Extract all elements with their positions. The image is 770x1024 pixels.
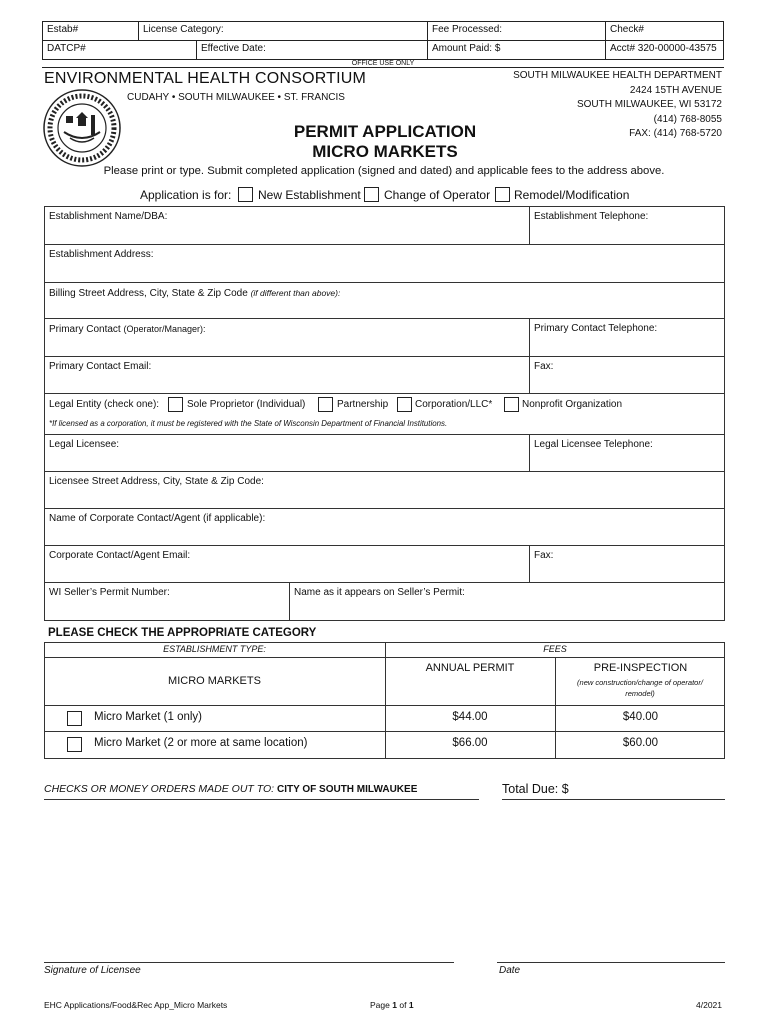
licensee-address-label: Licensee Street Address, City, State & Zip Code: (49, 476, 264, 487)
corporate-fax-label: Fax: (534, 550, 554, 561)
new-establishment-label: New Establishment (258, 188, 361, 202)
category-heading: PLEASE CHECK THE APPROPRIATE CATEGORY (48, 627, 317, 639)
micro-market-1-label: Micro Market (1 only) (94, 711, 202, 723)
signature-line[interactable] (44, 962, 454, 963)
total-due-field[interactable] (502, 782, 725, 800)
establishment-type-header: ESTABLISHMENT TYPE: (163, 644, 266, 654)
office-use-only-caption: OFFICE USE ONLY (42, 59, 724, 68)
establishment-name-label: Establishment Name/DBA: (49, 211, 168, 222)
micro-market-2-checkbox[interactable] (67, 737, 82, 752)
pre-inspection-header: PRE-INSPECTION (593, 662, 688, 674)
partnership-label: Partnership (337, 399, 389, 410)
license-category-field[interactable] (138, 21, 428, 41)
check-number-field[interactable] (605, 21, 724, 41)
remodel-label: Remodel/Modification (514, 188, 630, 202)
licensee-address-field[interactable] (44, 471, 725, 509)
legal-licensee-phone-label: Legal Licensee Telephone: (534, 439, 653, 450)
sole-proprietor-checkbox[interactable] (168, 397, 183, 412)
establishment-name-field[interactable] (44, 206, 530, 245)
establishment-address-label: Establishment Address: (49, 249, 154, 260)
billing-address-label: Billing Street Address, City, State & Zip Code (49, 288, 248, 299)
page-prefix: Page (370, 1000, 390, 1010)
primary-contact-phone-label: Primary Contact Telephone: (534, 323, 658, 334)
signature-label: Signature of Licensee (44, 965, 141, 976)
micro-market-2-annual-fee: $66.00 (452, 737, 488, 749)
account-number-label: Acct# 320-00000-43575 (610, 43, 717, 54)
estab-field[interactable] (42, 21, 139, 41)
fee-processed-label: Fee Processed: (432, 24, 503, 35)
checks-payable-line (44, 783, 479, 800)
date-line[interactable] (497, 962, 725, 963)
micro-market-1-annual-fee: $44.00 (452, 711, 488, 723)
primary-contact-field[interactable] (44, 318, 530, 357)
billing-address-note: (if different than above): (250, 288, 341, 298)
page-current: 1 (392, 1000, 397, 1010)
datcp-field[interactable] (42, 40, 197, 60)
footer-document-name: EHC Applications/Food&Rec App_Micro Markets (44, 1000, 228, 1010)
primary-contact-email-label: Primary Contact Email: (49, 361, 152, 372)
fax-field[interactable] (529, 356, 725, 394)
dept-city: SOUTH MILWAUKEE, WI 53172 (576, 99, 722, 110)
primary-contact-label: Primary Contact (49, 324, 121, 335)
establishment-address-field[interactable] (44, 244, 725, 283)
primary-contact-email-field[interactable] (44, 356, 530, 394)
consortium-name: ENVIRONMENTAL HEALTH CONSORTIUM (44, 70, 367, 87)
legal-licensee-field[interactable] (44, 434, 530, 472)
fees-header: FEES (543, 644, 567, 654)
datcp-label: DATCP# (47, 43, 86, 54)
amount-paid-field[interactable] (427, 40, 606, 60)
micro-market-1-checkbox[interactable] (67, 711, 82, 726)
remodel-checkbox[interactable] (495, 187, 510, 202)
legal-licensee-phone-field[interactable] (529, 434, 725, 472)
legal-entity-label: Legal Entity (check one): (49, 399, 160, 410)
sellers-name-field[interactable] (289, 582, 725, 621)
sole-proprietor-label: Sole Proprietor (Individual) (187, 399, 306, 410)
table-divider-h1 (44, 657, 725, 658)
dept-fax: FAX: (414) 768-5720 (629, 128, 722, 139)
estab-label: Estab# (47, 24, 79, 35)
change-of-operator-checkbox[interactable] (364, 187, 379, 202)
corporate-contact-email-label: Corporate Contact/Agent Email: (49, 550, 191, 561)
corporation-label: Corporation/LLC* (415, 399, 493, 410)
partnership-checkbox[interactable] (318, 397, 333, 412)
checks-payable-label: CHECKS OR MONEY ORDERS MADE OUT TO: (44, 783, 275, 795)
dept-name: SOUTH MILWAUKEE HEALTH DEPARTMENT (513, 70, 722, 81)
instructions: Please print or type. Submit completed application (signed and dated) and applicable fees to the address above. (103, 165, 665, 177)
page-total: 1 (408, 1000, 414, 1010)
effective-date-field[interactable] (196, 40, 428, 60)
application-for-label: Application is for: (140, 188, 232, 202)
consortium-seal (42, 88, 122, 168)
account-number-field (605, 40, 724, 60)
pre-inspection-note: (new construction/change of operator/ remodel) (577, 678, 703, 698)
establishment-phone-label: Establishment Telephone: (534, 211, 649, 222)
table-divider-h2 (44, 705, 725, 706)
establishment-phone-field[interactable] (529, 206, 725, 245)
corporate-contact-email-field[interactable] (44, 545, 530, 583)
annual-permit-header: ANNUAL PERMIT (425, 662, 515, 674)
check-number-label: Check# (610, 24, 644, 35)
primary-contact-phone-field[interactable] (529, 318, 725, 357)
sellers-permit-field[interactable] (44, 582, 290, 621)
change-of-operator-label: Change of Operator (384, 188, 491, 202)
effective-date-label: Effective Date: (201, 43, 266, 54)
amount-paid-label: Amount Paid: $ (432, 43, 501, 54)
dept-street: 2424 15TH AVENUE (629, 84, 722, 96)
corporation-note: *If licensed as a corporation, it must be registered with the State of Wisconsin Department of Financial Institutions. (49, 419, 448, 428)
billing-address-field[interactable] (44, 282, 725, 319)
table-divider-h3 (44, 731, 725, 732)
micro-market-1-pre-fee: $40.00 (622, 711, 659, 723)
page-of: of (399, 1000, 407, 1010)
fax-label: Fax: (534, 361, 554, 372)
sellers-permit-label: WI Seller’s Permit Number: (49, 587, 170, 598)
dept-phone: (414) 768-8055 (653, 113, 722, 125)
total-due-label: Total Due: $ (502, 782, 569, 796)
micro-markets-header: MICRO MARKETS (168, 675, 261, 687)
micro-market-2-label: Micro Market (2 or more at same location) (94, 737, 308, 749)
corporate-fax-field[interactable] (529, 545, 725, 583)
corporate-contact-field[interactable] (44, 508, 725, 546)
payee-name: CITY OF SOUTH MILWAUKEE (276, 784, 418, 795)
nonprofit-checkbox[interactable] (504, 397, 519, 412)
footer-page-number (370, 1000, 414, 1010)
fee-processed-field[interactable] (427, 21, 606, 41)
primary-contact-note: (Operator/Manager): (123, 324, 206, 334)
legal-licensee-label: Legal Licensee: (49, 439, 120, 450)
corporation-checkbox[interactable] (397, 397, 412, 412)
date-label: Date (499, 965, 521, 976)
footer-date: 4/2021 (696, 1000, 722, 1010)
title-line-2: MICRO MARKETS (312, 142, 458, 161)
form-title (230, 122, 540, 162)
sellers-name-label: Name as it appears on Seller’s Permit: (294, 587, 465, 598)
license-category-label: License Category: (143, 24, 224, 35)
micro-market-2-pre-fee: $60.00 (622, 737, 659, 749)
new-establishment-checkbox[interactable] (238, 187, 253, 202)
title-line-1: PERMIT APPLICATION (293, 122, 477, 141)
corporate-contact-label: Name of Corporate Contact/Agent (if applicable): (49, 513, 266, 524)
consortium-cities: CUDAHY • SOUTH MILWAUKEE • ST. FRANCIS (127, 92, 345, 103)
nonprofit-label: Nonprofit Organization (522, 399, 623, 410)
